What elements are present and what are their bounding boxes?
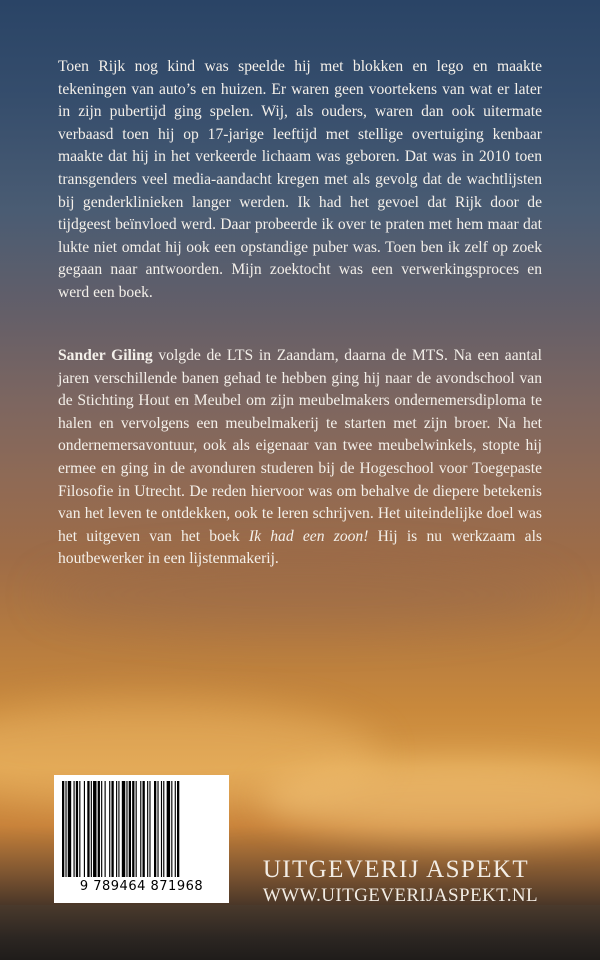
barcode-bar <box>74 781 75 877</box>
barcode-bar <box>177 781 179 877</box>
barcode-bar <box>149 781 150 877</box>
barcode-bar <box>68 781 71 877</box>
author-bio-text-end: Hij is nu werkzaam als houtbewerker in een lijstenmakerij. <box>58 527 542 568</box>
barcode-bar <box>163 781 164 877</box>
barcode-bars <box>62 781 221 877</box>
barcode-bar <box>111 781 113 877</box>
story-paragraph: Toen Rijk nog kind was speelde hij met blokken en lego en maakte tekeningen van auto’s en huizen. Er waren geen voortekens van wat er later in zijn pubertijd ging spelen. Wij, als ouders, waren dan ook uitermate verbaasd toen hij op 17-jarige leeftijd met stellige overtuiging kenbaar maakte dat hij in het verkeerde lichaam was geboren. Dat was in 2010 toen transgenders veel media-aandacht kregen met als gevolg dat de wachtlijsten bij genderklinieken langer werden. Ik had het gevoel dat Rijk door de tijdgeest beïnvloed werd. Daar probeerde ik over te praten met hem maar dat lukte niet omdat hij ook een opstandige puber was. Toen ben ik zelf op zoek gegaan naar antwoorden. Mijn zoektocht was een verwerkingsproces en werd een boek. <box>58 58 542 301</box>
author-bio-text: volgde de LTS in Zaandam, daarna de MTS. Na een aantal jaren verschillende banen gehad te hebben ging hij naar de avondschool van de Stichting Hout en Meubel om zijn meubelmakers ondernemersdiploma te halen en vervolgens een meubelmakerij te starten met zijn broer. Na het ondernemersavontuur, ook als eigenaar van twee meubelwinkels, stopte hij ermee en ging in de avonduren studeren bij de Hogeschool voor Toegepaste Filosofie in Utrecht. De reden hiervoor was om behalve de diepere betekenis van het leven te ontdekken, ook te leren schrijven. Het uiteindelijke doel was het uitgeven van het boek <box>58 347 543 545</box>
barcode-bar <box>116 781 117 877</box>
barcode-bar <box>154 781 156 877</box>
barcode-bar <box>109 781 110 877</box>
barcode-bar <box>84 781 85 877</box>
barcode-bar <box>91 781 92 877</box>
book-title: Ik had een zoon! <box>248 527 369 545</box>
barcode-bar <box>79 781 80 877</box>
barcode-bar <box>136 781 137 877</box>
isbn-barcode <box>54 775 229 903</box>
barcode-bar <box>140 781 141 877</box>
barcode-bar <box>93 781 96 877</box>
barcode-bar <box>87 781 89 877</box>
sea-horizon <box>0 905 600 960</box>
barcode-bar <box>132 781 134 877</box>
barcode-bar <box>157 781 158 877</box>
barcode-bar <box>118 781 119 877</box>
barcode-bar <box>122 781 125 877</box>
barcode-bar <box>126 781 127 877</box>
barcode-bar <box>129 781 131 877</box>
barcode-bar <box>101 781 102 877</box>
barcode-bar <box>76 781 78 877</box>
barcode-bar <box>143 781 145 877</box>
cloud-layer <box>260 760 600 840</box>
barcode-bar <box>147 781 148 877</box>
barcode-bar <box>175 781 176 877</box>
author-name: Sander Giling <box>58 347 153 364</box>
publisher-name: UITGEVERIJ ASPEKT <box>262 856 529 883</box>
barcode-bar <box>65 781 66 877</box>
barcode-bar <box>105 781 106 877</box>
publisher-url: WWW.UITGEVERIJASPEKT.NL <box>262 885 538 906</box>
barcode-bar <box>62 781 64 877</box>
publisher-block <box>263 856 538 908</box>
barcode-bar <box>98 781 100 877</box>
barcode-bar <box>167 781 170 877</box>
isbn-number: 9 789464 871968 <box>79 879 204 894</box>
barcode-bar <box>161 781 162 877</box>
barcode-bar <box>171 781 172 877</box>
author-bio-paragraph <box>58 345 542 571</box>
